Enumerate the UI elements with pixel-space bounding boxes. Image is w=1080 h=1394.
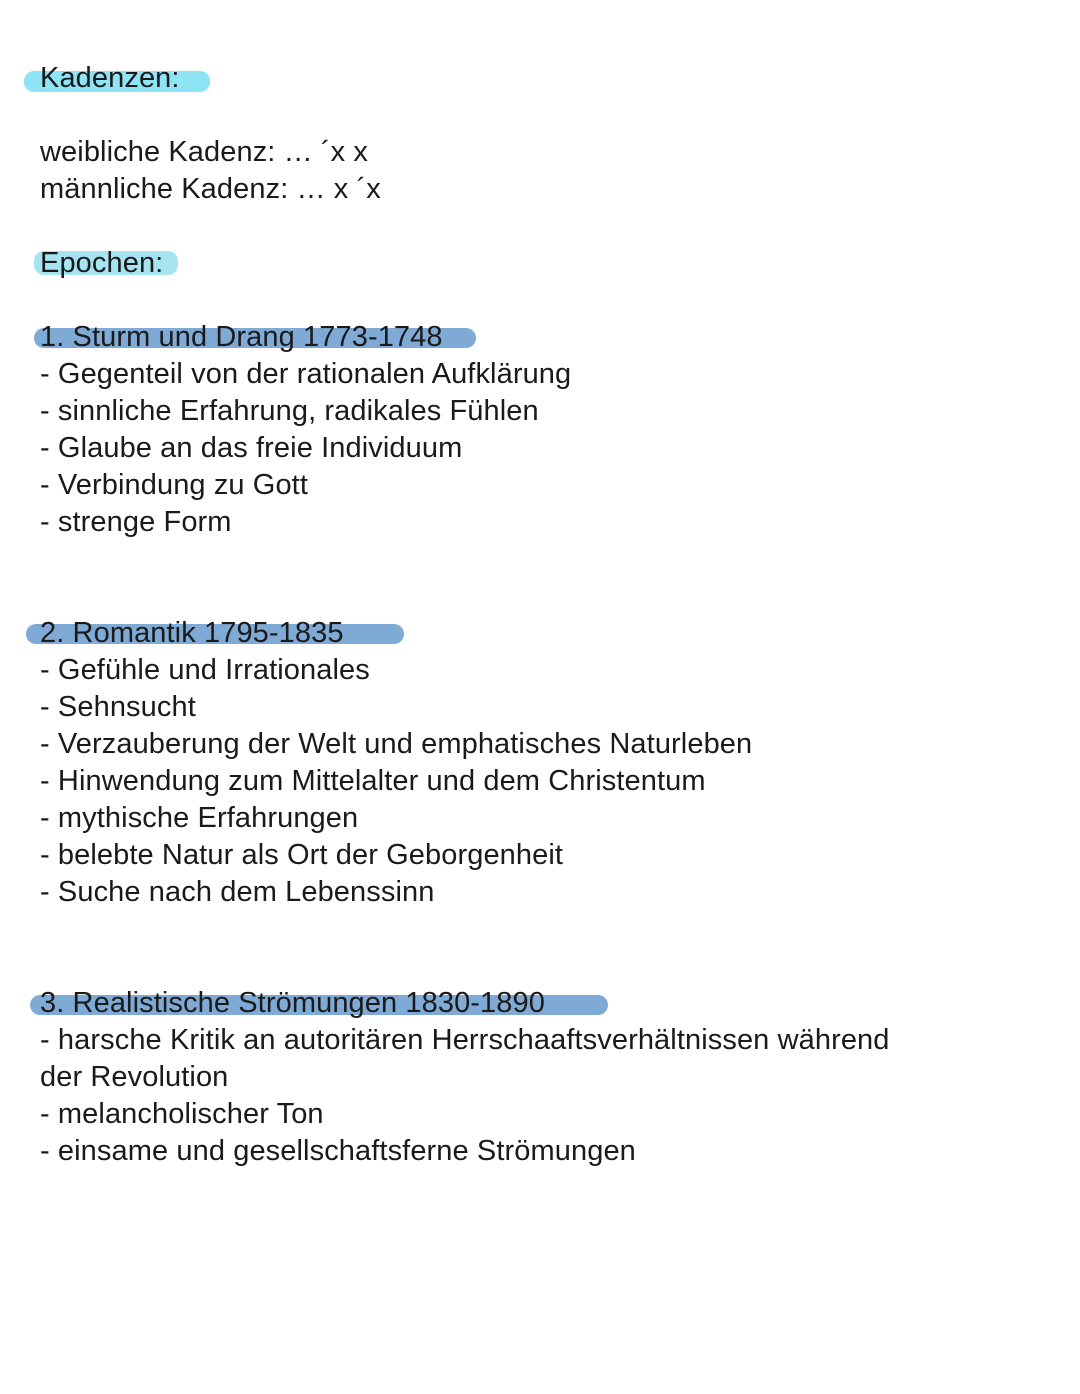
list-item: - strenge Form xyxy=(40,506,232,538)
list-item-continuation: der Revolution xyxy=(40,1061,229,1093)
kadenz-maennlich: männliche Kadenz: … x ´x xyxy=(40,173,381,205)
list-item: - Gegenteil von der rationalen Aufklärung xyxy=(40,358,572,390)
list-item: - melancholischer Ton xyxy=(40,1098,324,1130)
list-item: - Verzauberung der Welt und emphatisches Naturleben xyxy=(40,728,753,760)
list-item: - Glaube an das freie Individuum xyxy=(40,432,463,464)
list-item: - belebte Natur als Ort der Geborgenheit xyxy=(40,839,564,871)
kadenz-weiblich: weibliche Kadenz: … ´x x xyxy=(40,136,368,168)
section-title-realistische-stroemungen: 3. Realistische Strömungen 1830-1890 xyxy=(40,987,545,1019)
list-item: - sinnliche Erfahrung, radikales Fühlen xyxy=(40,395,539,427)
kadenzen-heading: Kadenzen: xyxy=(40,62,180,94)
list-item: - Verbindung zu Gott xyxy=(40,469,308,501)
section-title-romantik: 2. Romantik 1795-1835 xyxy=(40,617,344,649)
list-item: - mythische Erfahrungen xyxy=(40,802,359,834)
list-item: - harsche Kritik an autoritären Herrschaaftsverhältnissen während xyxy=(40,1024,890,1056)
list-item: - einsame und gesellschaftsferne Strömungen xyxy=(40,1135,636,1167)
epochen-heading: Epochen: xyxy=(40,247,164,279)
list-item: - Gefühle und Irrationales xyxy=(40,654,370,686)
list-item: - Hinwendung zum Mittelalter und dem Christentum xyxy=(40,765,706,797)
list-item: - Sehnsucht xyxy=(40,691,196,723)
section-title-sturm-und-drang: 1. Sturm und Drang 1773-1748 xyxy=(40,321,443,353)
list-item: - Suche nach dem Lebenssinn xyxy=(40,876,435,908)
